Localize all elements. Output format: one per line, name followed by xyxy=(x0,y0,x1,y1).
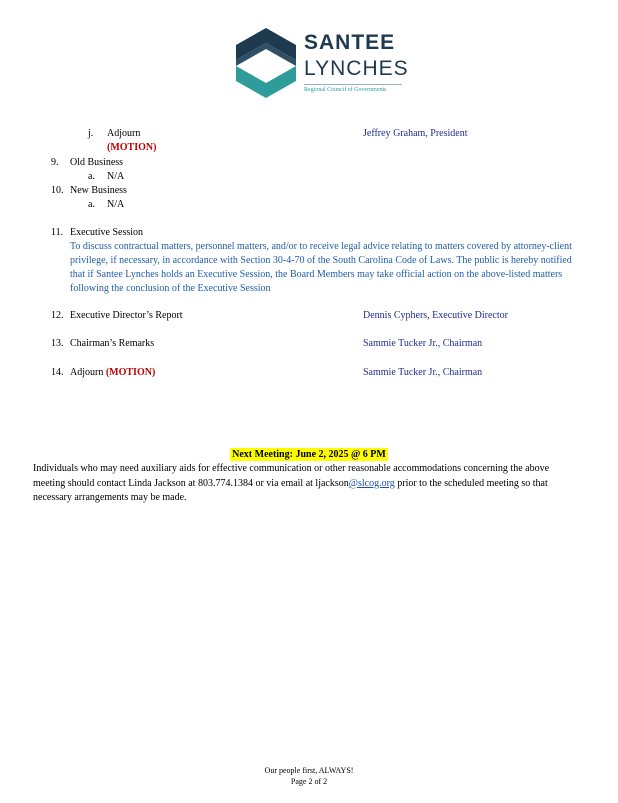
item-14-presenter: Sammie Tucker Jr., Chairman xyxy=(363,367,483,378)
item-j-marker: j. xyxy=(88,128,94,139)
item-14-label-row xyxy=(70,367,155,378)
item-10-number: 10. xyxy=(51,185,64,196)
page-number: Page 2 of 2 xyxy=(290,777,328,786)
item-11-number: 11. xyxy=(51,227,64,238)
logo-wordmark-top: SANTEE xyxy=(304,31,396,54)
logo-divider xyxy=(304,84,402,85)
item-9-sub-marker: a. xyxy=(88,171,95,182)
item-13-presenter: Sammie Tucker Jr., Chairman xyxy=(363,338,483,349)
accessibility-notice xyxy=(33,462,583,506)
logo-mark-icon xyxy=(232,26,300,100)
item-9-sub-label: N/A xyxy=(107,171,125,182)
item-11-label: Executive Session xyxy=(70,227,144,238)
notice-text-before: Individuals who may need auxiliary aids for effective communication or other reasonable accommodations concerning the above meeting should contact Linda Jackson at 803.774.1384 or via email at ljackson xyxy=(33,463,550,489)
item-9-label: Old Business xyxy=(70,157,124,168)
organization-logo xyxy=(232,26,407,100)
executive-session-description: To discuss contractual matters, personnel matters, and/or to receive legal advice relating to matters covered by attorney-client privilege, if necessary, in accordance with Section 30-4-70 of the South Carolina Code of Laws. The public is hereby notified that if Santee Lynches holds an Executive Session, the Board Members may take official action on the above-listed matters following the conclusion of the Executive Session xyxy=(70,241,572,294)
item-10-sub-label: N/A xyxy=(107,199,125,210)
item-14-label: Adjourn xyxy=(70,367,104,378)
item-j-motion: (MOTION) xyxy=(107,142,157,153)
next-meeting: Next Meeting: June 2, 2025 @ 6 PM xyxy=(232,449,386,460)
item-j-presenter: Jeffrey Graham, President xyxy=(363,128,468,139)
item-14-motion: (MOTION) xyxy=(105,367,156,378)
next-meeting-row xyxy=(0,449,618,460)
item-12-label: Executive Director’s Report xyxy=(70,310,183,321)
item-12-presenter: Dennis Cyphers, Executive Director xyxy=(363,310,508,321)
notice-text-after: prior to the scheduled meeting so that necessary arrangements may be made. xyxy=(33,477,548,503)
logo-wordmark-bottom: LYNCHES xyxy=(304,57,409,80)
email-link[interactable]: @slcog.org xyxy=(348,477,395,489)
item-9-number: 9. xyxy=(51,157,59,168)
footer-slogan: Our people first, ALWAYS! xyxy=(264,766,354,775)
item-13-label: Chairman’s Remarks xyxy=(70,338,155,349)
item-10-sub-marker: a. xyxy=(88,199,95,210)
item-12-number: 12. xyxy=(51,310,64,321)
item-14-number: 14. xyxy=(51,367,64,378)
item-j-label: Adjourn xyxy=(107,128,141,139)
item-13-number: 13. xyxy=(51,338,64,349)
item-10-label: New Business xyxy=(70,185,127,196)
logo-subtitle: Regional Council of Governments xyxy=(304,87,387,93)
